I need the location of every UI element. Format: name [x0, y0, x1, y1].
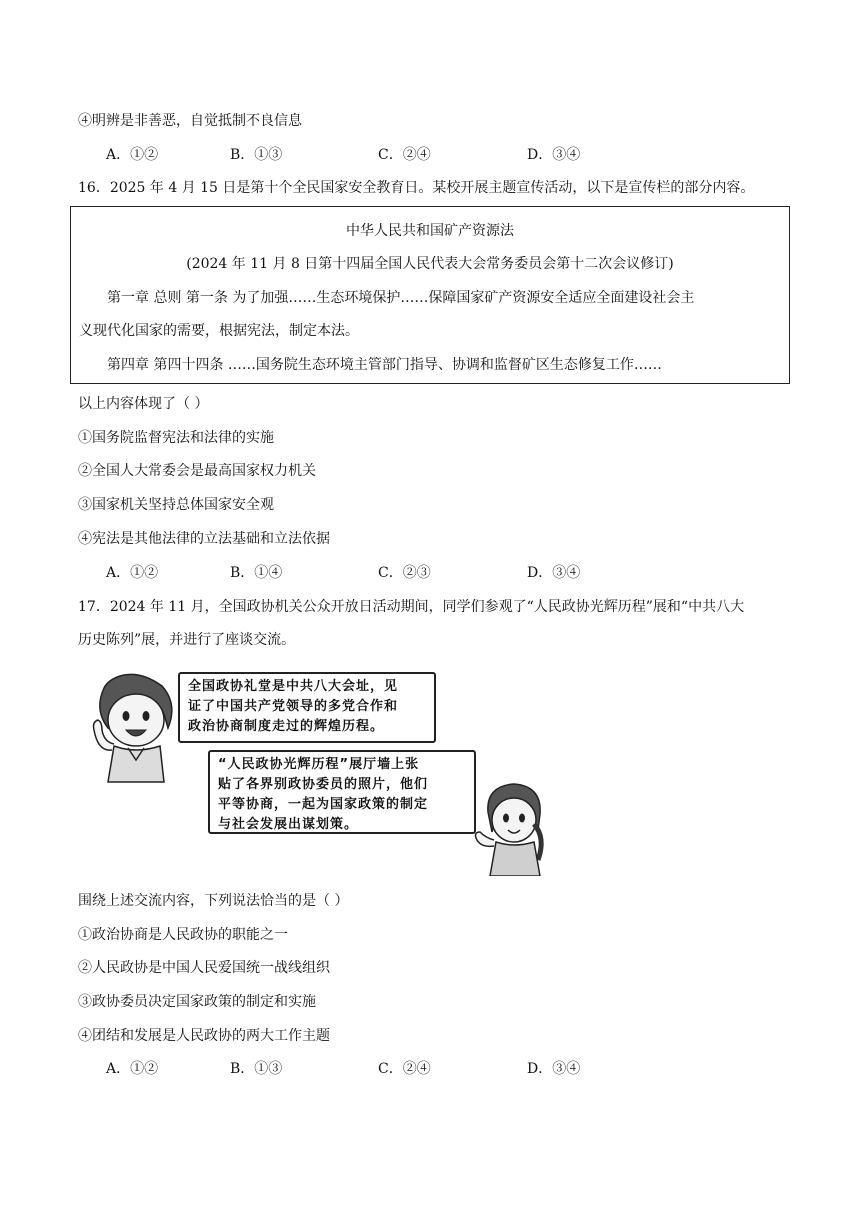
q17-item-2: ②人民政协是中国人民爱国统一战线组织	[78, 960, 330, 976]
girl-illustration	[472, 776, 562, 876]
q17-item-3: ③政协委员决定国家政策的制定和实施	[78, 994, 316, 1010]
q16-option-d: D．③④	[527, 565, 581, 581]
q16-item-3: ③国家机关坚持总体国家安全观	[78, 497, 274, 513]
law-title: 中华人民共和国矿产资源法	[346, 223, 514, 239]
q17-option-c: C．②④	[378, 1061, 431, 1077]
q16-stem: 16．2025 年 4 月 15 日是第十个全民国家安全教育日。某校开展主题宣传活动，以下是宣传栏的部分内容。	[78, 180, 755, 196]
q17-option-d: D．③④	[527, 1061, 581, 1077]
q15-option-b: B．①③	[230, 147, 283, 163]
bubble-boy-line-1: 全国政协礼堂是中共八大会址，见	[188, 679, 399, 694]
q17-option-b: B．①③	[230, 1061, 283, 1077]
law-article-44: 第四章 第四十四条 ……国务院生态环境主管部门指导、协调和监督矿区生态修复工作……	[107, 357, 662, 373]
q16-option-c: C．②③	[378, 565, 431, 581]
bubble-girl-line-4: 与社会发展出谋划策。	[218, 817, 359, 832]
q16-question: 以上内容体现了（ ）	[78, 396, 209, 412]
bubble-boy-line-2: 证了中国共产党领导的多党合作和	[188, 699, 399, 714]
speech-bubble-girl	[208, 750, 476, 834]
bubble-boy-line-3: 政治协商制度走过的辉煌历程。	[188, 719, 385, 734]
q17-option-a: A．①②	[106, 1061, 159, 1077]
bubble-girl-line-2: 贴了各界别政协委员的照片，他们	[218, 777, 429, 792]
q17-comic	[84, 664, 564, 876]
q16-option-b: B．①④	[230, 565, 283, 581]
q17-item-4: ④团结和发展是人民政协的两大工作主题	[78, 1028, 330, 1044]
q15-option-c: C．②④	[378, 147, 431, 163]
q16-bulletin-box	[70, 206, 790, 384]
q16-item-4: ④宪法是其他法律的立法基础和立法依据	[78, 531, 330, 547]
q17-item-1: ①政治协商是人民政协的职能之一	[78, 927, 288, 943]
q16-item-1: ①国务院监督宪法和法律的实施	[78, 430, 274, 446]
bubble-girl-line-3: 平等协商，一起为国家政策的制定	[218, 797, 429, 812]
q17-question: 围绕上述交流内容，下列说法恰当的是（ ）	[78, 893, 349, 909]
q17-stem-line-2: 历史陈列”展，并进行了座谈交流。	[78, 632, 296, 648]
q15-option-d: D．③④	[527, 147, 581, 163]
q16-option-a: A．①②	[106, 565, 159, 581]
law-article-1-line-2: 义现代化国家的需要，根据宪法，制定本法。	[79, 323, 359, 339]
bubble-girl-line-1: “人民政协光辉历程”展厅墙上张	[218, 757, 420, 772]
law-subtitle: (2024 年 11 月 8 日第十四届全国人民代表大会常务委员会第十二次会议修订)	[186, 256, 674, 272]
q15-option-a: A．①②	[106, 147, 159, 163]
q17-stem-line-1: 17．2024 年 11 月，全国政协机关公众开放日活动期间，同学们参观了“人民政协光辉历程”展和“中共八大	[78, 599, 745, 615]
q15-item-4: ④明辨是非善恶，自觉抵制不良信息	[78, 113, 302, 129]
speech-bubble-boy	[178, 672, 436, 743]
q16-item-2: ②全国人大常委会是最高国家权力机关	[78, 463, 316, 479]
law-article-1-line-1: 第一章 总则 第一条 为了加强……生态环境保护……保障国家矿产资源安全适应全面建设社会主	[107, 290, 695, 306]
